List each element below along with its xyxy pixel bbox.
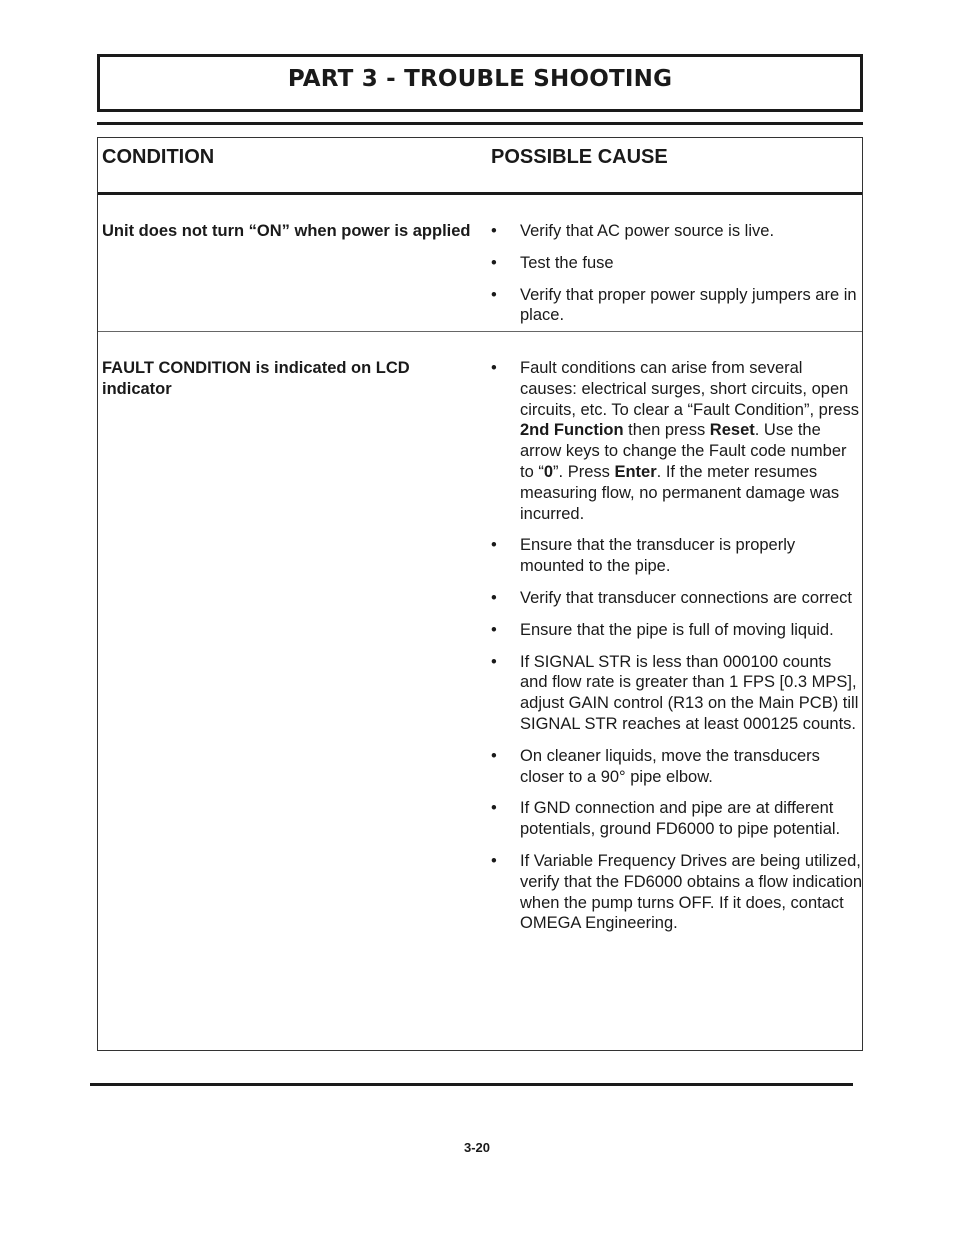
list-item: • Verify that AC power source is live. [491, 221, 863, 242]
row-divider [98, 331, 862, 332]
column-header-possible-cause: POSSIBLE CAUSE [491, 146, 668, 168]
list-item: • On cleaner liquids, move the transducers closer to a 90° pipe elbow. [491, 746, 863, 788]
bottom-divider [90, 1083, 853, 1086]
troubleshooting-table [97, 137, 863, 1051]
top-divider [97, 122, 863, 125]
condition-fault: FAULT CONDITION is indicated on LCD indicator [102, 359, 410, 398]
list-item: • Test the fuse [491, 253, 863, 274]
fault-clear-instructions: • Fault conditions can arise from several causes: electrical surges, short circuits, open circuits, etc. To clear a “Fault Condition”, press 2nd Function then press Reset. Use the arrow keys to change the Fault code number to “0”. Press Enter. If the meter resumes measuring flow, no permanent damage was incurred. [491, 358, 863, 524]
list-item: • If SIGNAL STR is less than 000100 counts and flow rate is greater than 1 FPS [0.3 MPS], adjust GAIN control (R13 on the Main PCB) till SIGNAL STR reaches at least 000125 counts. [491, 652, 863, 735]
header-divider [98, 192, 862, 195]
list-item: • Ensure that the transducer is properly mounted to the pipe. [491, 535, 863, 577]
list-item: • If Variable Frequency Drives are being utilized, verify that the FD6000 obtains a flow indication when the pump turns OFF. If it does, contact OMEGA Engineering. [491, 851, 863, 934]
title-box [97, 54, 863, 112]
condition-power-on: Unit does not turn “ON” when power is applied [102, 222, 471, 240]
list-item: • Verify that proper power supply jumpers are in place. [491, 285, 863, 327]
causes-list-fault [491, 358, 863, 945]
list-item: • If GND connection and pipe are at different potentials, ground FD6000 to pipe potential. [491, 798, 863, 840]
list-item: • Verify that transducer connections are correct [491, 588, 863, 609]
page-title: PART 3 - TROUBLE SHOOTING [287, 66, 673, 92]
list-item: • Ensure that the pipe is full of moving liquid. [491, 620, 863, 641]
column-header-condition: CONDITION [102, 146, 215, 168]
causes-list-power-on [491, 221, 863, 337]
page-number: 3-20 [463, 1140, 491, 1155]
